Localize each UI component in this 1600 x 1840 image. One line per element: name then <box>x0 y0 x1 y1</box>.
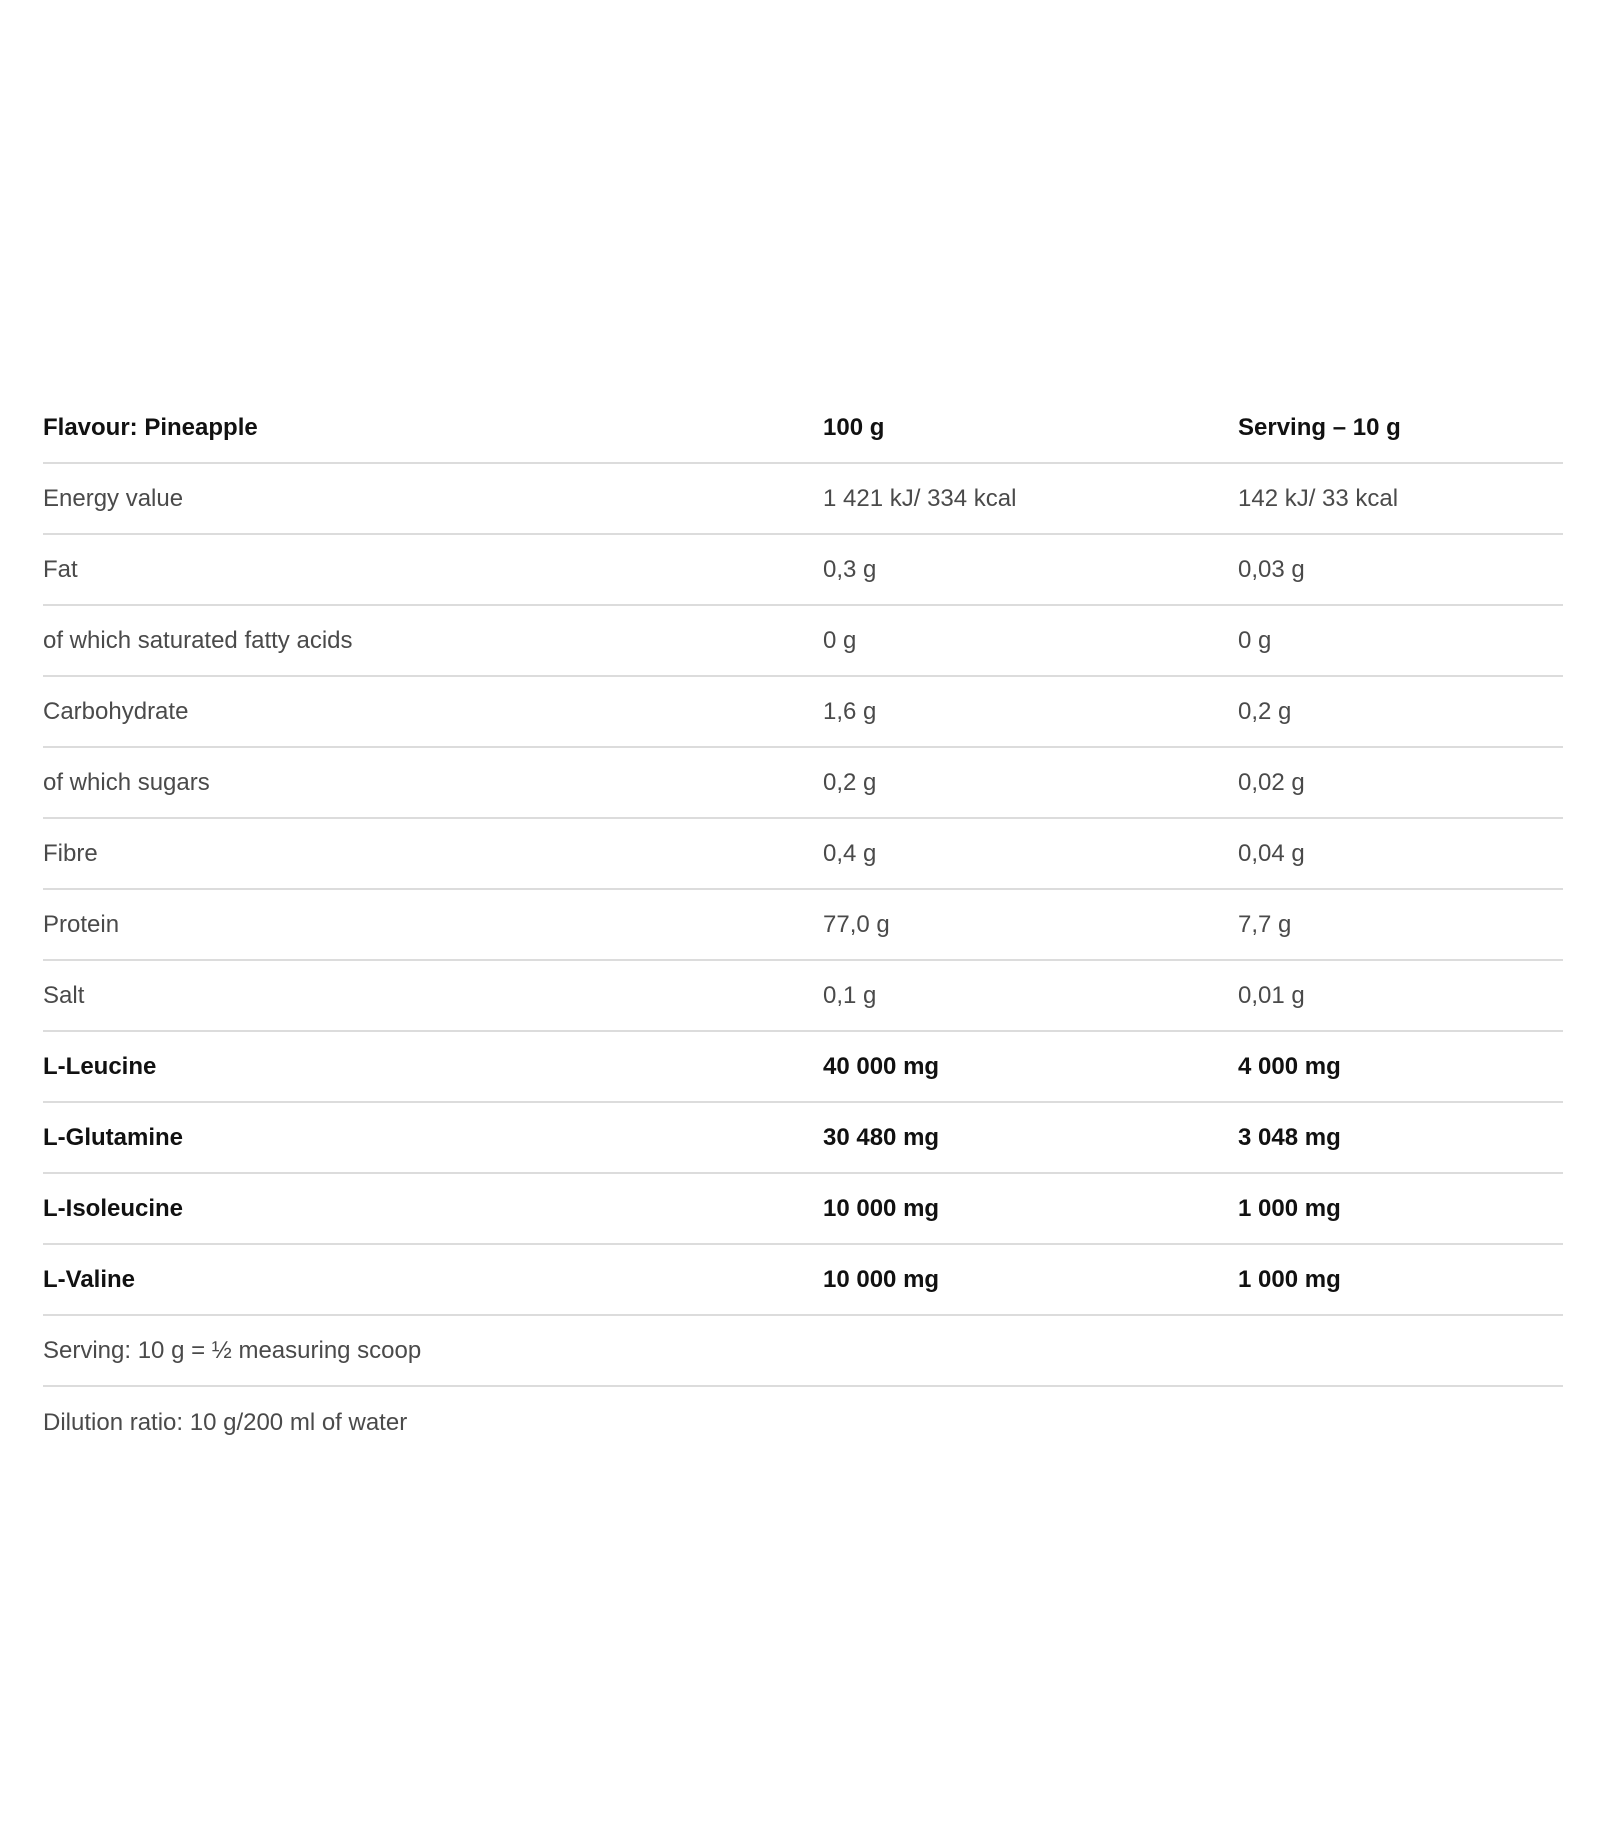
nutrient-name: of which saturated fatty acids <box>43 626 353 654</box>
nutrient-name: Fibre <box>43 839 98 867</box>
value-per-serving: 0,2 g <box>1238 697 1292 725</box>
value-per-100g: 0 g <box>823 626 857 654</box>
nutrient-name: Energy value <box>43 484 184 512</box>
value-per-serving: 0,03 g <box>1238 555 1305 583</box>
value-per-serving: 0,04 g <box>1238 839 1305 867</box>
table-row <box>43 1103 1563 1174</box>
header-flavour: Flavour: Pineapple <box>43 413 258 441</box>
table-row <box>43 819 1563 890</box>
dilution-note-row <box>43 1387 1563 1458</box>
nutrient-name: L-Glutamine <box>43 1123 184 1151</box>
serving-note: Serving: 10 g = ½ measuring scoop <box>43 1336 422 1364</box>
nutrient-name: Protein <box>43 910 120 938</box>
table-row <box>43 464 1563 535</box>
value-per-serving: 1 000 mg <box>1238 1265 1341 1293</box>
table-row <box>43 961 1563 1032</box>
value-per-100g: 0,2 g <box>823 768 877 796</box>
value-per-serving: 7,7 g <box>1238 910 1292 938</box>
value-per-serving: 3 048 mg <box>1238 1123 1341 1151</box>
table-row <box>43 535 1563 606</box>
value-per-100g: 0,3 g <box>823 555 877 583</box>
nutrient-name: Carbohydrate <box>43 697 189 725</box>
value-per-serving: 1 000 mg <box>1238 1194 1341 1222</box>
table-row <box>43 1032 1563 1103</box>
table-row <box>43 606 1563 677</box>
nutrient-name: L-Isoleucine <box>43 1194 184 1222</box>
nutrient-name: L-Valine <box>43 1265 136 1293</box>
value-per-100g: 0,1 g <box>823 981 877 1009</box>
value-per-100g: 10 000 mg <box>823 1194 940 1222</box>
value-per-100g: 77,0 g <box>823 910 890 938</box>
value-per-serving: 4 000 mg <box>1238 1052 1341 1080</box>
value-per-100g: 30 480 mg <box>823 1123 940 1151</box>
table-header-row <box>43 393 1563 464</box>
table-row <box>43 1174 1563 1245</box>
nutrient-name: Salt <box>43 981 85 1009</box>
value-per-100g: 1,6 g <box>823 697 877 725</box>
value-per-serving: 142 kJ/ 33 kcal <box>1238 484 1399 512</box>
value-per-serving: 0,02 g <box>1238 768 1305 796</box>
value-per-100g: 1 421 kJ/ 334 kcal <box>823 484 1017 512</box>
value-per-100g: 40 000 mg <box>823 1052 940 1080</box>
serving-note-row <box>43 1316 1563 1387</box>
table-row <box>43 677 1563 748</box>
header-per-serving: Serving – 10 g <box>1238 413 1401 441</box>
header-per-100g: 100 g <box>823 413 885 441</box>
nutrition-table <box>43 393 1563 1458</box>
value-per-serving: 0,01 g <box>1238 981 1305 1009</box>
nutrient-name: Fat <box>43 555 78 583</box>
table-row <box>43 748 1563 819</box>
nutrient-name: L-Leucine <box>43 1052 157 1080</box>
value-per-100g: 10 000 mg <box>823 1265 940 1293</box>
value-per-serving: 0 g <box>1238 626 1272 654</box>
table-row <box>43 1245 1563 1316</box>
nutrient-name: of which sugars <box>43 768 210 796</box>
table-row <box>43 890 1563 961</box>
value-per-100g: 0,4 g <box>823 839 877 867</box>
dilution-note: Dilution ratio: 10 g/200 ml of water <box>43 1408 408 1436</box>
